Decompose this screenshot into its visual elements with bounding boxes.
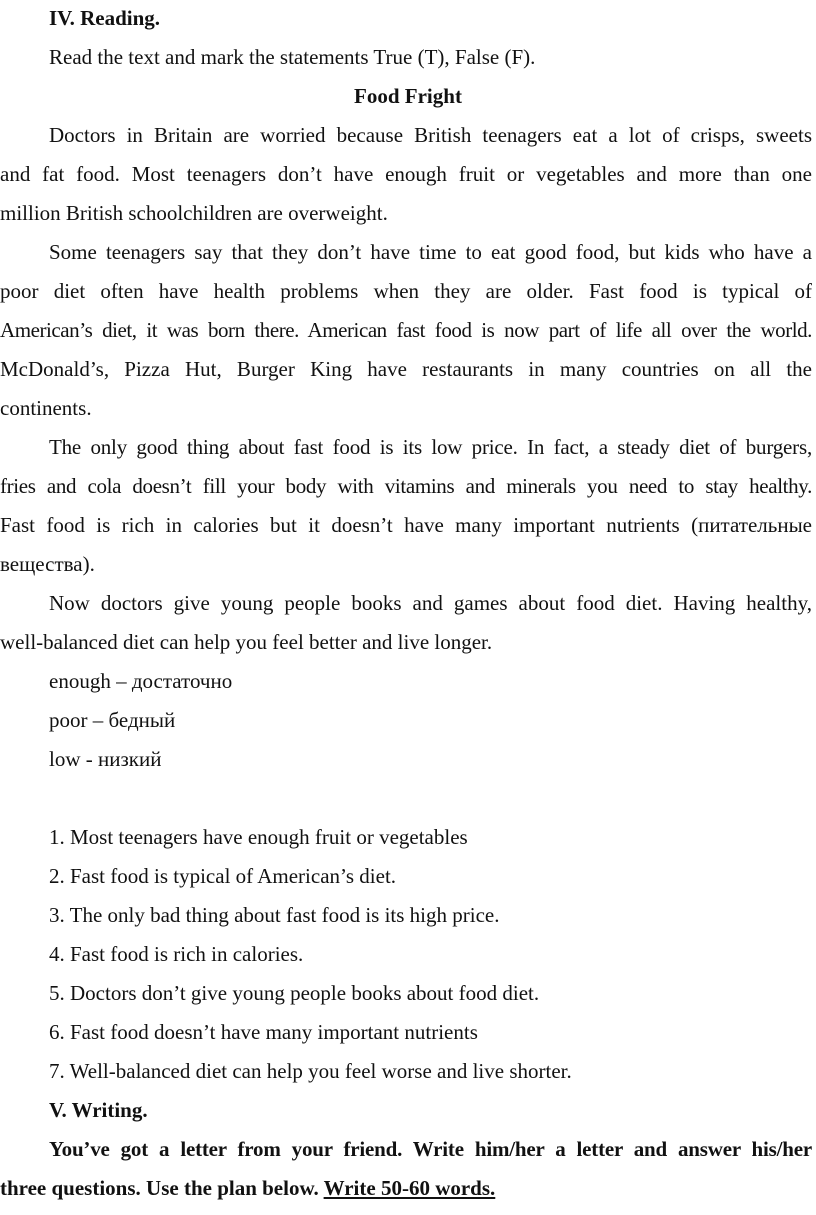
paragraph-line: fries and cola doesn’t fill your body with vitamins and minerals you need to stay healthy. — [0, 474, 812, 498]
paragraph-line: Doctors in Britain are worried because British teenagers eat a lot of crisps, sweets — [49, 123, 812, 147]
statement-item: 6. Fast food doesn’t have many important nutrients — [49, 1020, 478, 1044]
paragraph-line: continents. — [0, 396, 92, 420]
statement-item: 4. Fast food is rich in calories. — [49, 942, 304, 966]
vocabulary-item: low - низкий — [49, 747, 162, 771]
paragraph-line: American’s diet, it was born there. American fast food is now part of life all over the world. — [0, 318, 812, 342]
paragraph-line: and fat food. Most teenagers don’t have enough fruit or vegetables and more than one — [0, 162, 812, 186]
paragraph-line: Now doctors give young people books and games about food diet. Having healthy, — [49, 591, 812, 615]
word-limit: Write 50-60 words. — [323, 1176, 496, 1200]
spacer — [0, 779, 816, 818]
text-title: Food Fright — [354, 84, 462, 108]
paragraph-line: million British schoolchildren are overweight. — [0, 201, 388, 225]
statement-item: 5. Doctors don’t give young people books about food diet. — [49, 981, 540, 1005]
paragraph-line: well-balanced diet can help you feel better and live longer. — [0, 630, 493, 654]
paragraph-line: poor diet often have health problems when they are older. Fast food is typical of — [0, 279, 812, 303]
paragraph-line: The only good thing about fast food is its low price. In fact, a steady diet of burgers, — [49, 435, 812, 459]
writing-task-line: You’ve got a letter from your friend. Write him/her a letter and answer his/her — [49, 1137, 812, 1161]
statement-item: 7. Well-balanced diet can help you feel worse and live shorter. — [49, 1059, 572, 1083]
paragraph-line: Some teenagers say that they don’t have time to eat good food, but kids who have a — [49, 240, 812, 264]
reading-section-heading: IV. Reading. — [49, 6, 161, 30]
reading-instruction: Read the text and mark the statements True (T), False (F). — [49, 45, 536, 69]
vocabulary-item: poor – бедный — [49, 708, 176, 732]
paragraph-line: McDonald’s, Pizza Hut, Burger King have restaurants in many countries on all the — [0, 357, 812, 381]
writing-task-line — [0, 1169, 816, 1208]
paragraph-line: вещества). — [0, 552, 95, 576]
writing-task-text: three questions. Use the plan below. — [0, 1176, 319, 1200]
statement-item: 3. The only bad thing about fast food is its high price. — [49, 903, 500, 927]
statement-item: 2. Fast food is typical of American’s diet. — [49, 864, 397, 888]
paragraph-line: Fast food is rich in calories but it doesn’t have many important nutrients (питательные — [0, 513, 812, 537]
vocabulary-item: enough – достаточно — [49, 669, 233, 693]
statement-item: 1. Most teenagers have enough fruit or vegetables — [49, 825, 468, 849]
writing-section-heading: V. Writing. — [49, 1098, 148, 1122]
